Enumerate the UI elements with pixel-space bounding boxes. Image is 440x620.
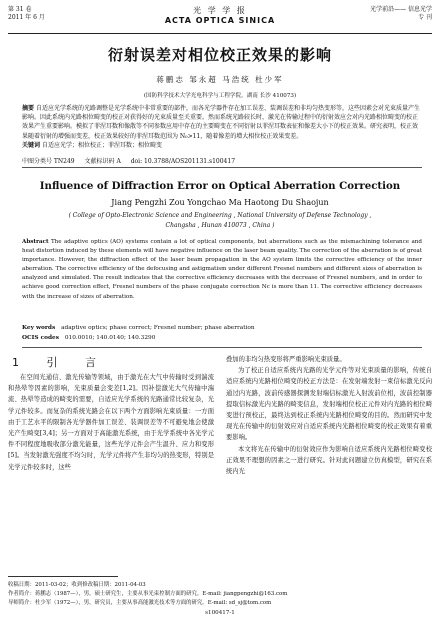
keywords-en-label: Key words [22, 325, 56, 331]
abstract-cn [22, 104, 422, 150]
journal-name-en: ACTA OPTICA SINICA [164, 16, 276, 25]
body-column-left [8, 372, 214, 473]
affiliation-en-line2: Changsha , Hunan 410073 , China ) [165, 222, 275, 229]
special-issue-info [370, 6, 432, 22]
abstract-en-text: The adaptive optics (AO) systems contain a lot of optical components, but aberrations such as the mismachining tolerance and heat distortion induced by these elements will have negative influence on the laser beam quality. The correction of the aberration is of great importance. However, the diffraction effect of the laser beam propagation in the AO system limits the corrective efficiency of the inner aberration. The corrective efficiency of the defocusing and astigmatism under different Fresnel numbers and different sizes of aberration is analyzed and simulated. The result indicates that the corrective efficiency decreases with the decrease of Fresnel numbers, and in order to achieve good correction effect, Fresnel numbers of the phase conjugate correction Nc is more than 11. The corrective efficiency decreases with the increase of sizes of aberration. [22, 239, 422, 300]
abstract-cn-text: 自适应光学系统的光路调整是光学系统中非常重要的部件，而各光学器件存在加工误差、装调误差和非均匀热变形等，这些因素会对光束质量产生影响。因此系统内光路相位畸变的校正对获得好的光束质量至关重要。然而系统光路较长时，激光在传输过程中的衍射效应会对内光路相位畸变的校正效果产生重要影响。模拟了菲涅耳数和像散等不同参数应用中存在的主要畸变在不同衍射以菲涅耳数表征和像差大小下的校正效果。研究表明，校正效果随着衍射的增强而变差，校正效果较好的菲涅耳数范围为 N₀>11，随着像差的增大相位校正效果变差。 [22, 105, 420, 140]
clc-number: 中图分类号 TN249 [22, 158, 75, 165]
keywords-cn-label: 关键词 [22, 141, 41, 149]
authors-en: Jiang Pengzhi Zou Yongchao Ma Haotong Du Shaojun [111, 198, 329, 207]
keywords-en-text: adaptive optics; phase correct; Fresnel number; phase aberration [61, 325, 255, 331]
paragraph: 叠加的非均匀热变形将严重影响光束质量。 [226, 356, 346, 363]
authors-cn: 蒋鹏志 邹永超 马浩统 杜少军 [156, 75, 284, 84]
journal-header [8, 6, 432, 32]
footnote-received: 收稿日期：2011-03-02；收到修改稿日期：2011-04-03 [8, 582, 146, 588]
footnote-author: 作者简介：蒋鹏志（1987—），男，硕士研究生，主要从事光束控制方面的研究。E-mail: jiangpengzhi@163.com [8, 591, 288, 597]
keywords-en [22, 325, 255, 331]
abstract-cn-label: 摘要 [22, 105, 35, 112]
body-column-right [226, 354, 432, 477]
footnote-advisor: 导师简介：杜少军（1972—），男，研究员，主要从事高能激光技术等方面的研究。E-mail: sd_sj@tom.com [8, 600, 272, 606]
affiliation-cn: (国防科学技术大学光电科学与工程学院，湖南 长沙 410073) [143, 93, 297, 99]
ocis-text: 010.0010; 140.0140; 140.3290 [64, 335, 156, 341]
abstract-en-label: Abstract [22, 239, 49, 245]
date-label: 2011 年 6 月 [8, 14, 45, 21]
abstract-en [22, 238, 422, 302]
journal-name-cn: 光 学 学 报 [193, 6, 247, 15]
special-issue-title: 光学前沿—— 信息光学 [370, 6, 432, 13]
paragraph: 本文将光在传输中的衍射效应作为影响自适应系统内光路相位畸变校正效果不理想的因素之一进行研究。针对此问题建立仿真模型，研究在系统内光 [226, 445, 432, 476]
section-heading-introduction: 1 引 言 [12, 356, 108, 369]
footnote-rule [8, 576, 118, 577]
ocis-label: OCIS codes [22, 335, 59, 341]
paragraph: 为了校正自适应系统内光路的光学元件等对光束质量的影响，传统自适应系统内光路相位畸变的校正方法是：在发射端发射一束信标激光反向通过内光路，波前传感器探测发射端信标激光入射波前位相，波前控制器提取信标激光内光路的畸变信息，发射端相位校正元件对内光路的相位畸变进行预校正，最终达到校正系统内光路相位畸变的目的。然而研究中发现光在传输中的衍射效应对自适应系统内光路相位畸变的校正效果有着重要影响。 [226, 367, 432, 442]
special-issue-label: 专 刊 [418, 14, 432, 21]
ocis-codes [22, 335, 155, 341]
paper-title-cn: 衍射误差对相位校正效果的影响 [107, 46, 332, 64]
document-code: 文献标识码 A [84, 158, 121, 165]
keywords-cn-text: 自适应光学；相位校正；菲涅耳数；相位畸变 [41, 141, 162, 149]
header-rule [8, 33, 432, 34]
paper-title-en: Influence of Diffraction Error on Optical Aberration Correction [39, 180, 401, 192]
divider [22, 167, 422, 168]
doi: doi: 10.3788/AOS201131.s100417 [130, 158, 236, 165]
classification-meta [22, 156, 243, 165]
page-number: s100417-1 [205, 610, 235, 616]
volume-label: 第 31 卷 [8, 6, 32, 13]
divider [22, 347, 422, 348]
affiliation-en-line1: ( College of Opto-Electronic Science and Engineering , National University of Defense Technology , [68, 212, 372, 219]
paragraph: 在空间光通信、激光传输等领域，由于激光在大气中传输时受到湍流和热晕等因素的影响，光束质量会变差[1,2]。因补偿激光大气传输中湍流、热晕等造成的畸变的需要，自适应光学系统的光路通常比较复杂，光学元件较多。而复杂的系统光路会在以下两个方面影响光束质量：一方面由于工艺水平的限制各光学器件加工误差、装调误差等不可避免地会使激光产生畸变[3,4]；另一方面对于高能激光系统，由于光学系统中各光学元件不同程度地吸收部分激光能量，这些光学元件会产生温升、应力和变形[5]。当发射激光强度不均匀时，光学元件将产生非均匀的热变形，特别是光学元件较多时，这些 [8, 374, 214, 471]
